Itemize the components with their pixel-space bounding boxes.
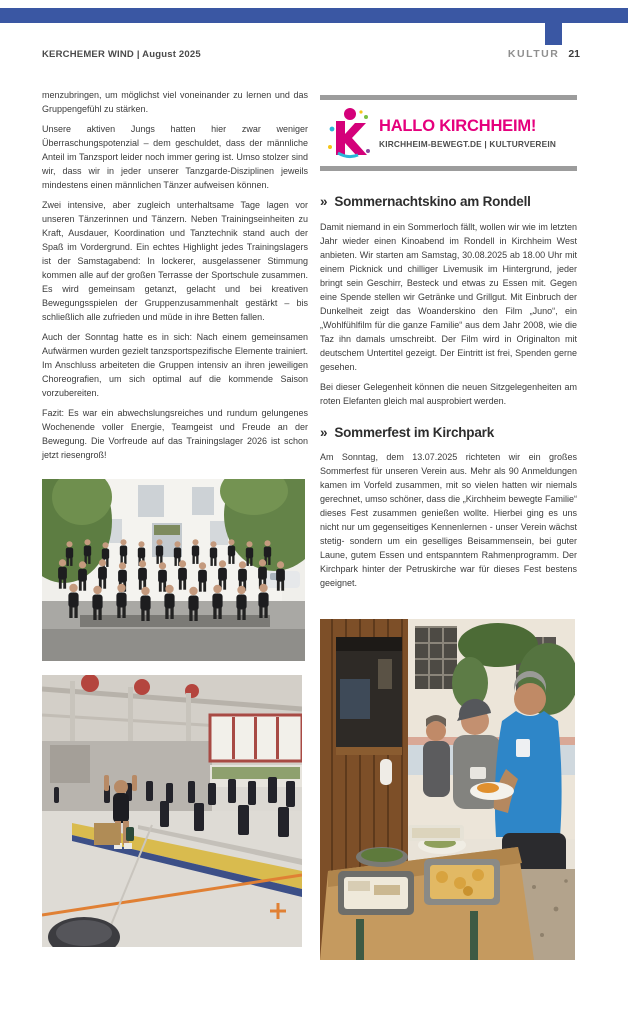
logo-subtitle: KIRCHHEIM-BEWEGT.DE | KULTURVEREIN — [379, 139, 557, 149]
body-paragraph: Auch der Sonntag hatte es in sich: Nach einem gemeinsamen Aufwärmen wurden gezielt tanzsportspezifische Elemente trainiert. Im Anschluss arbeiteten die Gruppen intensiv an ihren jeweiligen Choreografien, um sich optimal auf die kommende Saison vorzubereiten. — [42, 332, 308, 398]
article-heading-sommernachtskino — [320, 194, 577, 209]
top-accent-tab — [545, 23, 562, 45]
article-heading-sommerfest — [320, 425, 577, 440]
section-label: KULTUR — [507, 48, 560, 60]
left-column — [42, 88, 308, 947]
sommerfest-buffet-photo — [320, 619, 575, 960]
top-accent-bar — [0, 8, 628, 23]
hallo-kirchheim-logo-icon — [326, 107, 370, 159]
running-header — [42, 48, 580, 60]
body-paragraph: menzubringen, um möglichst viel voneinander zu lernen und das Gruppengefühl zu stärken. — [42, 90, 308, 114]
page-number: 21 — [568, 48, 580, 60]
body-paragraph: Fazit: Es war ein abwechslungsreiches und rundum gelungenes Wochenende voller Energie, Teamgeist und Freude an der Bewegung. Die Vorfreude auf das Trainingslager 2026 ist schon jetzt riesengroß! — [42, 408, 308, 460]
body-paragraph: Unsere aktiven Jungs hatten hier zwar weniger Überraschungspotenzial – dem geschuldet, dass der männliche Anteil im Tanzsport leider noch immer gering ist. Umso stolzer sind wir, dass wir in jeder unserer Tanzgarde-Disziplinen jeweils mindestens einen männlichen Tänzer aufweisen können. — [42, 124, 308, 190]
heading-marker: » — [320, 425, 328, 440]
heading-marker: » — [320, 194, 328, 209]
heading-text: Sommerfest im Kirchpark — [334, 425, 495, 440]
group-photo — [42, 479, 305, 661]
logo-title: HALLO KIRCHHEIM! — [379, 117, 537, 135]
kulturverein-banner — [320, 95, 577, 171]
body-paragraph: Am Sonntag, dem 13.07.2025 richteten wir ein großes Sommerfest für unseren Verein aus. Mehr als 90 Anmeldungen kamen im Vorfeld zusammen, mit so vielen hatten wir niemals gerechnet, umso schöner, dass die „Kirchheim bewegte Familie“ dieses Fest zusammen genießen wollte. Hierbei ging es uns nicht nur um gegenseitiges Kennenlernen - unser Verein wächst stetig- sondern um ein geselliges Beisammensein, bei guter Laune, gutem Essen und entspanntem Rahmenprogramm. Der Kirchpark hinter der Petruskirche war für dieses Fest bestens geeignet. — [320, 452, 577, 588]
banner-bottom-rule — [320, 166, 577, 171]
issue-title: KERCHEMER WIND | August 2025 — [42, 49, 201, 60]
right-column — [320, 95, 577, 960]
body-paragraph: Bei dieser Gelegenheit können die neuen Sitzgelegenheiten am roten Elefanten gleich mal ausprobiert werden. — [320, 382, 577, 406]
gym-training-photo — [42, 675, 302, 947]
body-paragraph: Damit niemand in ein Sommerloch fällt, wollen wir wie im letzten Jahr wieder einen Kinoabend im Rondell in Kirchheim West anbieten. Wir starten am Samstag, 30.08.2025 ab 18.00 Uhr mit einem Picknick und chilliger Livemusik im Hintergrund, jeder bringt sein Geschirr, Besteck und etwas zu Essen mit. Gegen eine Spende stellen wir Getränke und Grillgut. Mit Einbruch der Dunkelheit zeigt das Woanderskino den Film „Juno“, ein „Wohlfühlfilm für die ganze Familie“ aus dem Jahr 2008, wie die Taz ihn damals umschreibt. Der Film wird in Originalton mit deutschem Untertitel gezeigt. Der Eintritt ist frei, Spenden gerne gesehen. — [320, 222, 577, 372]
body-paragraph: Zwei intensive, aber zugleich unterhaltsame Tage lagen vor unseren Tänzerinnen und Tänzern. Neben Trainingseinheiten zu Kraft, Ausdauer, Koordination und Tanztechnik stand auch der Spaß im Vordergrund. Ein echtes Highlight jedes Trainingslagers ist der Samstagabend: In lockerer, ausgelassener Stimmung kommen alle auf der großen Terrasse der Sportschule zusammen. Es wird gemeinsam getanzt, gelacht und bei kreativen Bewegungsspielen der Gruppenzusammenhalt gestärkt – bis schließlich alle zufrieden und müde in ihre Betten fallen. — [42, 200, 308, 322]
heading-text: Sommernachtskino am Rondell — [334, 194, 531, 209]
